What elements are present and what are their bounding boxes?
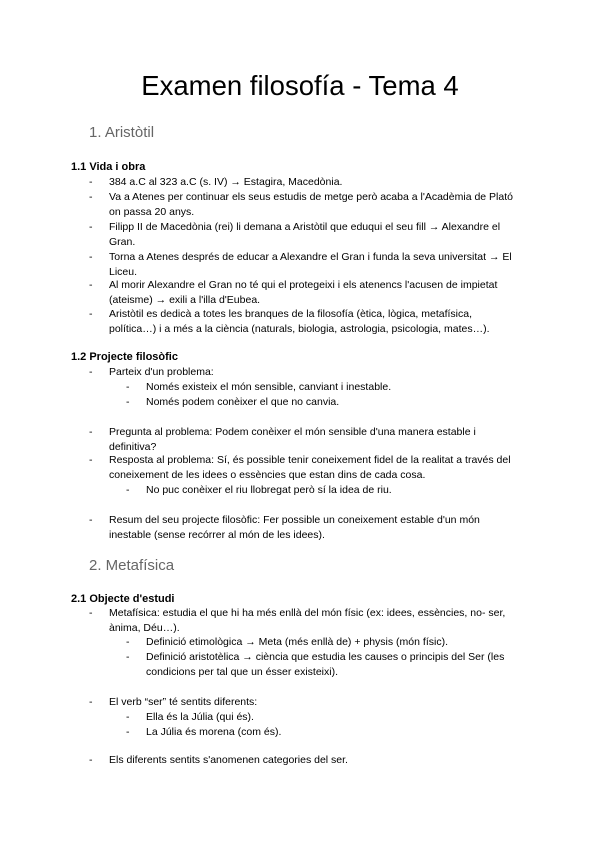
section-heading-aristotil: 1. Aristòtil bbox=[89, 124, 155, 141]
list-item: - Metafísica: estudia el que hi ha més enllà del món físic (ex: idees, essències, no- ser, ànima, Déu…). bbox=[89, 607, 506, 635]
list-item: - Parteix d'un problema: bbox=[89, 366, 214, 378]
list-item: - Resposta al problema: Sí, és possible tenir coneixement fidel de la realitat a través del coneixement de les idees o essències que estan dins de cada cosa. bbox=[89, 454, 511, 482]
list-item: - Els diferents sentits s'anomenen categories del ser. bbox=[89, 754, 348, 766]
list-item: - Aristòtil es dedicà a totes les branques de la filosofía (ètica, lògica, metafísica, política…) i a més a la ciència (naturals, biologia, astrologia, psicologia, mates…). bbox=[89, 308, 490, 336]
list-item: - 384 a.C al 323 a.C (s. IV) → Estagira, Macedònia. bbox=[89, 176, 343, 188]
list-item: - Ella és la Júlia (qui és). bbox=[126, 711, 254, 723]
list-item: - No puc conèixer el riu llobregat però sí la idea de riu. bbox=[126, 484, 392, 496]
subsection-heading-projecte-filosofic: 1.2 Projecte filosòfic bbox=[71, 351, 178, 363]
list-item: - Només existeix el món sensible, canviant i inestable. bbox=[126, 381, 392, 393]
list-item: - La Júlia és morena (com és). bbox=[126, 726, 282, 738]
list-item: - Definició etimològica → Meta (més enllà de) + physis (món físic). bbox=[126, 636, 448, 648]
list-item: - El verb “ser” té sentits diferents: bbox=[89, 696, 258, 708]
subsection-heading-vida-obra: 1.1 Vida i obra bbox=[71, 161, 146, 173]
list-item: - Torna a Atenes després de educar a Alexandre el Gran i funda la seva universitat → El Liceu. bbox=[89, 251, 512, 279]
list-item: - Filipp II de Macedònia (rei) li demana a Aristòtil que eduqui el seu fill → Alexandre el Gran. bbox=[89, 221, 501, 249]
list-item: - Resum del seu projecte filosòfic: Fer possible un coneixement estable d'un món inestable (sense recórrer al món de les idees). bbox=[89, 514, 480, 542]
list-item: - Definició aristotèlica → ciència que estudia les causes o principis del Ser (les condicions per tal que un ésser existeixi). bbox=[126, 651, 505, 679]
document-title: Examen filosofía - Tema 4 bbox=[141, 70, 459, 101]
list-item: - Pregunta al problema: Podem conèixer el món sensible d'una manera estable i definitiva? bbox=[89, 426, 476, 454]
list-item: - Al morir Alexandre el Gran no té qui el protegeixi i els atenencs l'acusen de impietat (ateisme) → exili a l'illa d'Eubea. bbox=[89, 279, 498, 307]
section-heading-metafisica: 2. Metafísica bbox=[89, 557, 175, 574]
list-item: - Només podem conèixer el que no canvia. bbox=[126, 396, 340, 408]
list-item: - Va a Atenes per continuar els seus estudis de metge però acaba a l'Acadèmia de Plató on passa 20 anys. bbox=[89, 191, 513, 219]
subsection-heading-objecte-estudi: 2.1 Objecte d'estudi bbox=[71, 593, 175, 605]
